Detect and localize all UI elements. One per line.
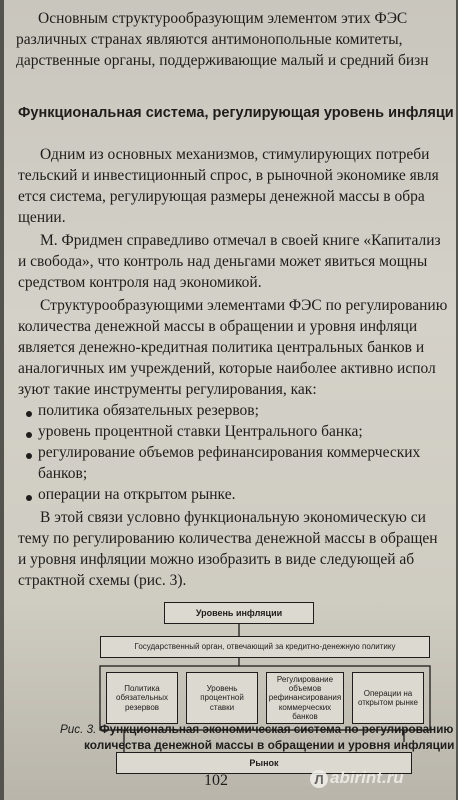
paragraph4-line-2: тему по регулированию количества денежной массы в обращен <box>18 530 438 547</box>
paragraph4-line-4: страктной схемы (рис. 3). <box>18 572 187 589</box>
tool-open-market-box: Операции на открытом рынке <box>352 672 424 724</box>
bullet-item-1: политика обязательных резервов; <box>38 402 259 419</box>
paragraph1-line-4: щении. <box>18 209 66 226</box>
book-page <box>4 0 456 800</box>
paragraph3-line-5: зуют такие инструменты регулирования, как: <box>18 381 317 398</box>
paragraph2-line-1: М. Фридмен справедливо отмечал в своей книге «Капитализ <box>40 232 441 249</box>
state-organ-box: Государственный орган, отвечающий за кредитно-денежную политику <box>100 636 430 658</box>
paragraph3-line-4: аналогичных им учреждений, которые наиболее активно испол <box>18 360 436 377</box>
page-number: 102 <box>204 772 228 789</box>
tool-reserve-policy-box: Политика обязательных резервов <box>106 672 178 724</box>
bullet-item-4: операции на открытом рынке. <box>38 486 236 503</box>
market-box: Рынок <box>116 752 412 774</box>
bullet-dot <box>26 453 32 459</box>
paragraph1-line-1: Одним из основных механизмов, стимулирующих потреби <box>40 146 430 163</box>
paragraph2-line-2: и свобода», что контроль над деньгами может явиться мощны <box>18 253 428 270</box>
figure-caption-line-1 <box>60 722 453 736</box>
paragraph4-line-1: В этой связи условно функциональную экономическую си <box>40 509 426 526</box>
paragraph4-line-3: и уровня инфляции можно изобразить в виде следующей аб <box>18 551 415 568</box>
paragraph2-line-3: средством контроля над экономикой. <box>18 274 262 291</box>
figure-caption-text-1: Функциональная экономическая система по регулированию <box>99 722 454 736</box>
figure-caption-line-2: количества денежной массы в обращении и уровня инфляции <box>84 738 455 752</box>
paragraph1-line-2: тельский и инвестиционный спрос, в рыночной экономике явля <box>18 167 439 184</box>
section-heading: Функциональная система, регулирующая уровень инфляци <box>18 104 454 121</box>
paragraph3-line-1: Структурообразующими элементами ФЭС по регулированию <box>40 297 448 314</box>
paragraph1-line-3: ется система, регулирующая размеры денежной массы в обра <box>18 188 425 205</box>
bullet-item-2: уровень процентной ставки Центрального банка; <box>38 423 363 440</box>
watermark-text: abirint.ru <box>330 768 404 787</box>
labirint-logo-icon: Л <box>310 770 328 788</box>
intro-line-1: Основным структурообразующим элементом этих ФЭС <box>38 10 408 27</box>
paragraph3-line-3: является денежно-кредитная политика центральных банков и <box>18 339 425 356</box>
tool-interest-rate-box: Уровень процентной ставки <box>186 672 258 724</box>
bullet-dot <box>26 432 32 438</box>
tool-refinancing-box: Регулирование объемов рефинансирования коммерческих банков <box>266 672 344 724</box>
bullet-item-3: регулирование объемов рефинансирования коммерческих <box>38 444 421 461</box>
intro-line-2: различных странах являются антимонопольные комитеты, <box>16 31 403 48</box>
bullet-dot <box>26 411 32 417</box>
bullet-item-3-cont: банков; <box>38 465 88 482</box>
bullet-dot <box>26 495 32 501</box>
inflation-level-box: Уровень инфляции <box>164 602 314 624</box>
paragraph3-line-2: количества денежной массы в обращении и уровня инфляци <box>18 318 418 335</box>
intro-line-3: дарственные органы, поддерживающие малый и средний бизн <box>16 52 429 69</box>
figure-label: Рис. 3. <box>60 722 97 736</box>
